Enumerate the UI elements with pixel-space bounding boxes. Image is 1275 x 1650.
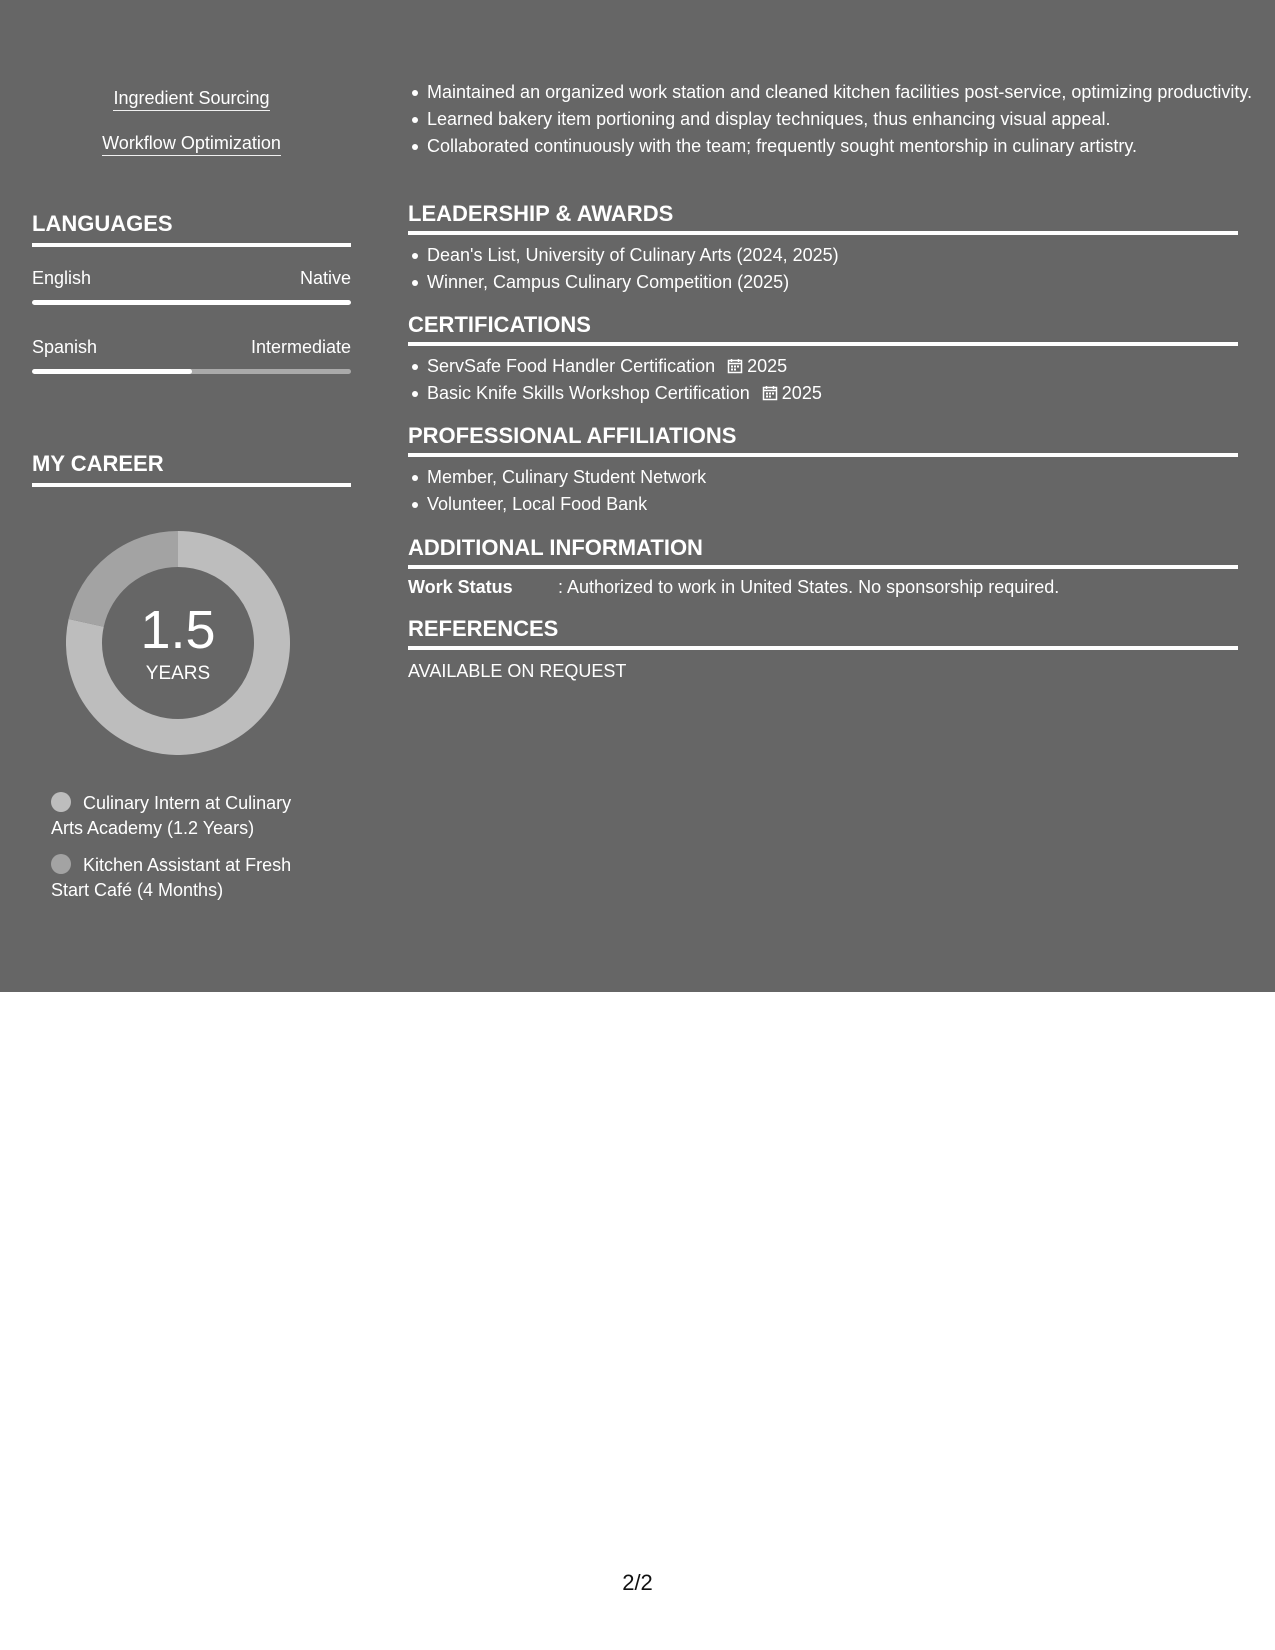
leadership-list bbox=[408, 243, 1257, 297]
career-entry-label: Kitchen Assistant at Fresh Start Café (4 Months) bbox=[51, 855, 292, 900]
legend-dot bbox=[51, 792, 71, 812]
languages-heading: LANGUAGES bbox=[32, 211, 351, 247]
experience-bullet: Collaborated continuously with the team; frequently sought mentorship in culinary artistry. bbox=[427, 134, 1257, 158]
career-total-years: 1.5 bbox=[140, 600, 216, 660]
skill-label: Workflow Optimization bbox=[102, 133, 281, 156]
affiliation-item: Volunteer, Local Food Bank bbox=[427, 492, 1257, 516]
proficiency-fill bbox=[32, 300, 351, 305]
certification-name: ServSafe Food Handler Certification bbox=[427, 356, 716, 376]
certification-name: Basic Knife Skills Workshop Certification bbox=[427, 383, 750, 403]
certification-item bbox=[427, 354, 1257, 378]
skill-label: Ingredient Sourcing bbox=[113, 88, 269, 111]
language-proficiency-bar bbox=[32, 369, 351, 374]
calendar-icon bbox=[727, 358, 743, 374]
experience-bullet: Learned bakery item portioning and display techniques, thus enhancing visual appeal. bbox=[427, 107, 1257, 131]
legend-dot bbox=[51, 854, 71, 874]
language-name: Spanish bbox=[32, 337, 98, 357]
proficiency-fill bbox=[32, 369, 192, 374]
certification-date bbox=[727, 356, 787, 376]
experience-bullets bbox=[408, 80, 1257, 161]
language-level: Native bbox=[299, 268, 351, 288]
award-item: Dean's List, University of Culinary Arts (2024, 2025) bbox=[427, 243, 1257, 267]
work-status-value: : Authorized to work in United States. No sponsorship required. bbox=[558, 577, 1060, 597]
certification-year: 2025 bbox=[747, 356, 788, 376]
certifications-heading: CERTIFICATIONS bbox=[408, 312, 1238, 346]
career-heading: MY CAREER bbox=[32, 451, 351, 487]
additional-info-heading: ADDITIONAL INFORMATION bbox=[408, 535, 1238, 569]
skill-ingredient-sourcing[interactable] bbox=[32, 88, 351, 109]
career-entry-2 bbox=[51, 853, 321, 903]
page-number: 2/2 bbox=[622, 1570, 653, 1595]
work-status-label: Work Status bbox=[408, 577, 513, 597]
career-years-unit: YEARS bbox=[145, 663, 211, 684]
skill-workflow-optimization[interactable] bbox=[32, 133, 351, 154]
work-status-row bbox=[408, 577, 1238, 598]
certification-date bbox=[762, 383, 822, 403]
language-name: English bbox=[32, 268, 92, 288]
career-donut-chart bbox=[66, 531, 290, 755]
affiliations-heading: PROFESSIONAL AFFILIATIONS bbox=[408, 423, 1238, 457]
affiliation-item: Member, Culinary Student Network bbox=[427, 465, 1257, 489]
leadership-heading: LEADERSHIP & AWARDS bbox=[408, 201, 1238, 235]
experience-bullet: Maintained an organized work station and cleaned kitchen facilities post-service, optimizing productivity. bbox=[427, 80, 1257, 104]
language-level: Intermediate bbox=[250, 337, 351, 357]
career-entry-label: Culinary Intern at Culinary Arts Academy (1.2 Years) bbox=[51, 793, 292, 838]
references-heading: REFERENCES bbox=[408, 616, 1238, 650]
language-proficiency-bar bbox=[32, 300, 351, 305]
career-entry-1 bbox=[51, 791, 321, 841]
certification-year: 2025 bbox=[781, 383, 822, 403]
calendar-icon bbox=[762, 385, 778, 401]
affiliations-list bbox=[408, 465, 1257, 519]
award-item: Winner, Campus Culinary Competition (2025) bbox=[427, 270, 1257, 294]
references-text: AVAILABLE ON REQUEST bbox=[408, 661, 627, 681]
certifications-list bbox=[408, 354, 1257, 408]
certification-item bbox=[427, 381, 1257, 405]
